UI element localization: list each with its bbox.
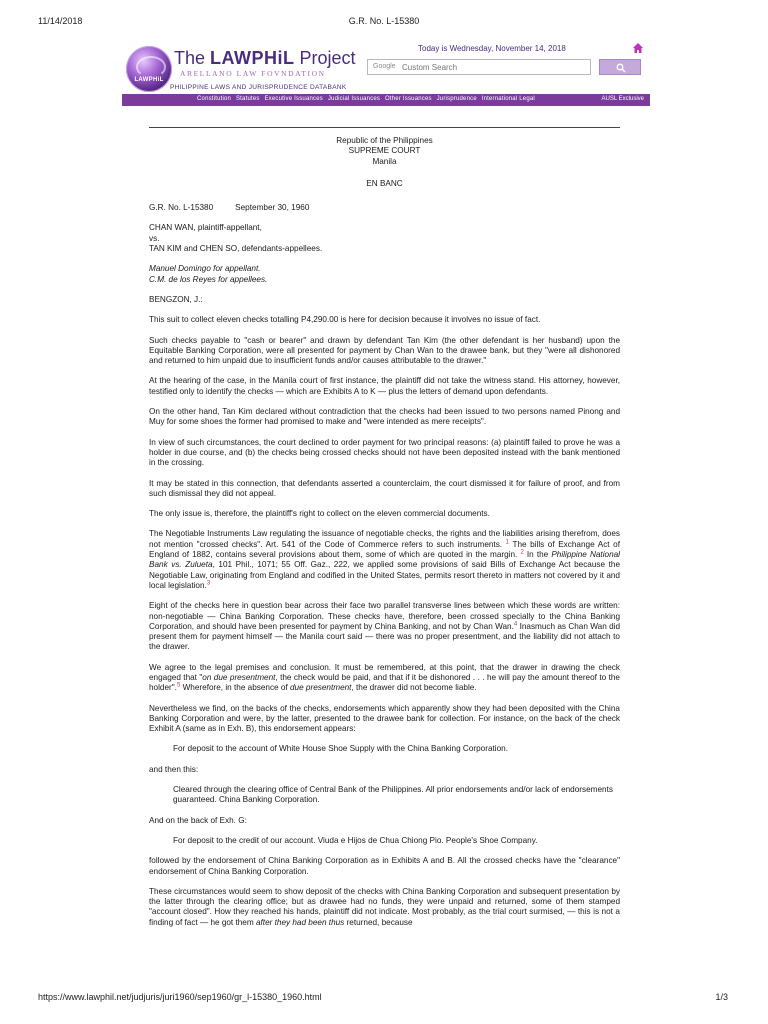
defendants-line: TAN KIM and CHEN SO, defendants-appellees. [149, 244, 323, 254]
paragraph-12: and then this: [149, 764, 199, 774]
division-line: EN BANC [366, 178, 403, 188]
footnote-4-link[interactable]: 4 [513, 621, 518, 628]
paragraph-11: Nevertheless we find, on the backs of the checks, endorsements which apparently show they had been deposited with the China Banking Corporation and were, by the latter, presented to the drawee bank for collection. For instance, on the back of the check Exhibit A (same as in Exh. B), this endorsement appears: [149, 703, 620, 734]
paragraph-8: The Negotiable Instruments Law regulating the issuance of negotiable checks, the rights and the liabilities arising therefrom, does not mention "crossed checks". Art. 541 of the Code of Commerce refers to such instruments. $^1$ The bills of Exchange Act of England of 1882, contains several provisions about them, some of which are quoted in the margin. $^2$ In the Philippine National Bank vs. Zulueta, 101 Phil., 1071; 55 Off. Gaz., 222, we applied some provisions of said Bills of Exchange Act because the Negotiable Law, originating from England and codified in the United States, permits resort thereto in matters not covered by it and local legislation.$^3$ [149, 529, 621, 590]
print-header [0, 16, 768, 30]
site-title[interactable] [174, 48, 356, 69]
case-number-line [149, 203, 620, 213]
city-line: Manila [372, 156, 397, 166]
paragraph-1: This suit to collect eleven checks totalling P4,290.00 is here for decision because it involves no issue of fact. [149, 315, 541, 325]
nav-ausl-exclusive[interactable]: AUSL Exclusive [601, 96, 644, 102]
site-tagline: PHILIPPINE LAWS AND JURISPRUDENCE DATABANK [170, 84, 347, 91]
search-box[interactable] [367, 59, 591, 75]
logo-label: LAWPHiL [134, 77, 164, 83]
nav-international-legal[interactable]: International Legal [481, 96, 535, 102]
ponente: BENGZON, J.: [149, 294, 203, 304]
today-date: Today is Wednesday, November 14, 2018 [418, 44, 566, 53]
endorsement-quote-2: Cleared through the clearing office of Central Bank of the Philippines. All prior endorsements and/or lack of endorsements guaranteed. China Banking Corporation. [173, 785, 613, 805]
footnote-2-link[interactable]: 2 [520, 549, 524, 556]
paragraph-13: And on the back of Exh. G: [149, 815, 247, 825]
logo-swirl-icon [136, 56, 166, 78]
print-url: https://www.lawphil.net/judjuris/juri1960/sep1960/gr_l-15380_1960.html [38, 992, 322, 1002]
nav-executive-issuances[interactable]: Executive Issuances [264, 96, 323, 102]
search-button[interactable] [599, 59, 641, 75]
google-label: Google [373, 63, 396, 70]
paragraph-14: followed by the endorsement of China Banking Corporation as in Exhibits A and B. All the crossed checks have the "clearance" endorsement of China Banking Corporation. [149, 856, 620, 876]
paragraph-15: These circumstances would seem to show deposit of the checks with China Banking Corporation and subsequent presentation by the latter through the clearing office; but as drawee had no funds, they were unpaid and returned, some of them stamped "account closed". How they reached his hands, plaintiff did not indicate. Most probably, as the trial court surmised, — this is not a finding of fact — he got them after they had been thus returned, because [149, 886, 620, 927]
vs-line: vs. [149, 233, 160, 243]
nav-judicial-issuances[interactable]: Judicial Issuances [327, 96, 381, 102]
nav-items [197, 96, 538, 102]
nav-jurisprudence[interactable]: Jurisprudence [436, 96, 477, 102]
paragraph-6: It may be stated in this connection, that defendants asserted a counterclaim, the court dismissed it for failure of proof, and from such dismissal they did not appeal. [149, 478, 620, 498]
endorsement-quote-1: For deposit to the account of White House Shoe Supply with the China Banking Corporation. [173, 744, 508, 754]
paragraph-5: In view of such circumstances, the court declined to order payment for two principal reasons: (a) plaintiff failed to prove he was a holder in due course, and (b) the checks being crossed checks should not have been deposited instead with the bank mentioned in the crossing. [149, 437, 620, 468]
paragraph-10: We agree to the legal premises and conclusion. It must be remembered, at this point, that the drawer in drawing the check engaged that "on due presentment, the check would be paid, and that if it be dishonored . . . he will pay the amount thereof to the holder".$^5$ Wherefore, in the absence of due presentment, the drawer did not become liable. [149, 662, 620, 693]
paragraph-9: Eight of the checks here in question bear across their face two parallel transverse lines between which these words are written: non-negotiable — China Banking Corporation. These checks have, therefore, been crossed specially to the China Banking Corporation, and should have been presented for payment by China Banking, and not by Chan Wan.$^4$ Inasmuch as Chan Wan did present them for payment himself — the Manila court said — there was no proper presentment, and the liability did not attach to the drawer. [149, 601, 620, 652]
plaintiff-line: CHAN WAN, plaintiff-appellant, [149, 223, 262, 233]
decision-body [149, 136, 620, 928]
page-count: 1/3 [715, 992, 728, 1002]
paragraph-2: Such checks payable to "cash or bearer" and drawn by defendant Tan Kim (the other defendant is her husband) upon the Equitable Banking Corporation, were all presented for payment by Chan Wan to the drawee bank, but they "were all dishonored and returned to him unpaid due to insufficient funds and/or causes attributable to the drawer." [149, 335, 620, 366]
footnote-3-link[interactable]: 3 [206, 580, 211, 587]
cited-case: Philippine National Bank vs. Zulueta [149, 550, 620, 570]
counsel-appellant: Manuel Domingo for appellant. [149, 264, 261, 274]
endorsement-quote-3: For deposit to the credit of our account. Viuda e Hijos de Chua Chiong Pio. People's Shoe Company. [173, 835, 538, 845]
counsel-appellees: C.M. de los Reyes for appellees. [149, 274, 268, 284]
search-input[interactable] [402, 61, 582, 73]
case-date: September 30, 1960 [235, 203, 310, 213]
print-date: 11/14/2018 [38, 16, 83, 26]
site-title-suffix: Project [294, 48, 356, 68]
nav-statutes[interactable]: Statutes [235, 96, 260, 102]
case-number: G.R. No. L-15380 [149, 203, 214, 213]
court-line: SUPREME COURT [348, 146, 421, 156]
search-icon [616, 63, 626, 73]
print-footer [0, 992, 768, 1006]
footnote-1-link[interactable]: 1 [505, 538, 509, 545]
print-title: G.R. No. L-15380 [348, 16, 420, 26]
site-title-prefix: The [174, 48, 211, 68]
paragraph-3: At the hearing of the case, in the Manila court of first instance, the plaintiff did not take the witness stand. His attorney, however, testified only to identify the checks — which are Exhibits A to K — plus the letters of demand upon defendants. [149, 376, 620, 396]
site-subtitle: ARELLANO LAW FOVNDATION [180, 69, 326, 78]
home-icon[interactable] [632, 42, 644, 54]
footnote-5-link[interactable]: 5 [176, 682, 181, 689]
site-title-brand: LAWPHiL [210, 48, 295, 68]
paragraph-4: On the other hand, Tan Kim declared without contradiction that the checks had been issued to two persons named Pinong and Muy for some shoes the former had promised to make and "were intended as mere receipts". [149, 407, 620, 427]
nav-other-issuances[interactable]: Other Issuances [385, 96, 432, 102]
nav-constitution[interactable]: Constitution [197, 96, 232, 102]
nav-bar [122, 94, 650, 106]
republic-line: Republic of the Philippines [336, 136, 433, 145]
lawphil-logo[interactable] [126, 46, 172, 92]
header-divider [149, 127, 620, 128]
paragraph-7: The only issue is, therefore, the plaintiff's right to collect on the eleven commercial documents. [149, 509, 490, 519]
